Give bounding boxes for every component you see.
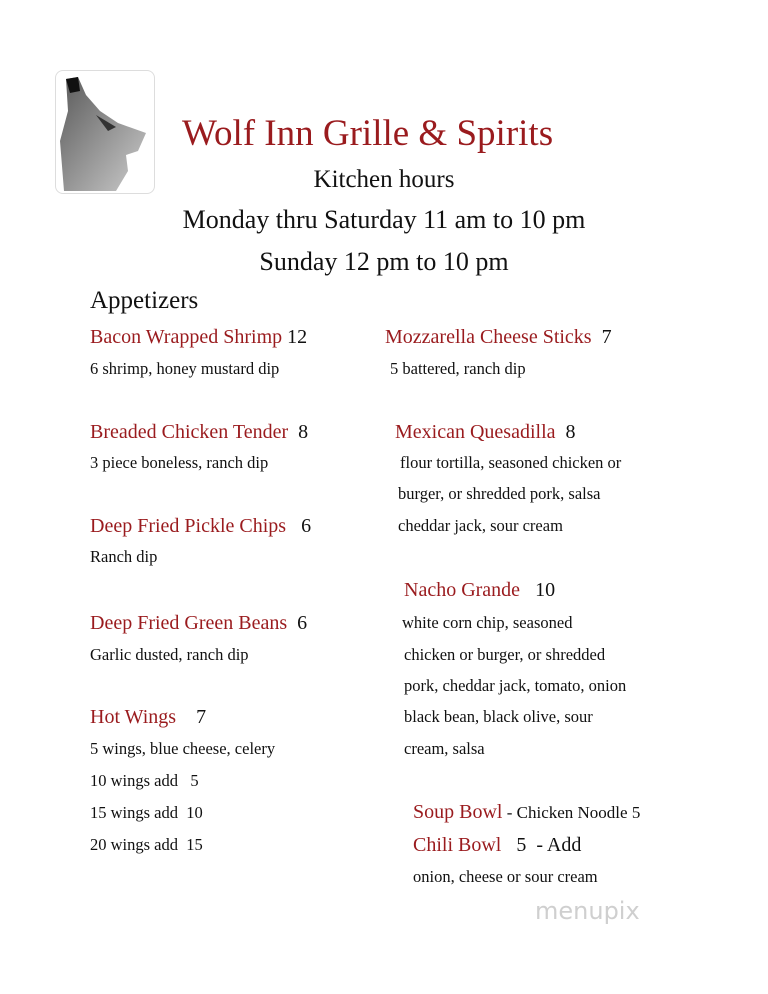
menu-item-left-3 [90,612,307,635]
item-name: Nacho Grande [404,579,521,601]
item-description: cream, salsa [404,739,485,758]
restaurant-title: Wolf Inn Grille & Spirits [182,113,554,154]
item-price: 7 [176,706,207,728]
item-name: Hot Wings [90,706,177,728]
item-name: Bacon Wrapped Shrimp [90,326,283,348]
section-heading: Appetizers [90,287,199,314]
item-price: 8 [555,421,576,443]
item-description: 15 wings add 10 [90,803,203,822]
item-price: 12 [282,326,308,348]
menu-item-left-2 [90,515,311,538]
item-description: flour tortilla, seasoned chicken or [400,453,622,472]
item-price: 10 [520,579,556,601]
item-price: 5 - Add [501,834,582,856]
item-description: white corn chip, seasoned [402,613,573,632]
menu-item-right-0 [385,326,612,349]
kitchen-hours-heading: Kitchen hours [313,166,455,193]
item-description: 3 piece boneless, ranch dip [90,453,269,472]
menu-item-right-2 [404,579,555,602]
item-description: 20 wings add 15 [90,835,203,854]
item-price: 6 [287,612,308,634]
item-description: chicken or burger, or shredded [404,645,606,664]
item-name: Mozzarella Cheese Sticks [385,326,592,348]
item-name: Chili Bowl [413,834,502,856]
item-name: Deep Fried Green Beans [90,612,288,634]
item-description: 5 battered, ranch dip [390,359,526,378]
item-name: Deep Fried Pickle Chips [90,515,287,537]
item-name: Breaded Chicken Tender [90,421,289,443]
item-name: Mexican Quesadilla [395,421,556,443]
menu-item-right-1 [395,421,576,444]
item-description: Ranch dip [90,547,158,566]
item-price: 8 [288,421,309,443]
item-description: burger, or shredded pork, salsa [398,484,601,503]
item-name: Soup Bowl [413,801,503,823]
menu-item-right-4 [413,834,581,857]
item-price: 6 [286,515,312,537]
watermark: menupix [535,897,640,925]
menu-item-left-1 [90,421,308,444]
item-description: 6 shrimp, honey mustard dip [90,359,280,378]
menu-item-left-4 [90,706,206,729]
item-description: cheddar jack, sour cream [398,516,563,535]
item-description: Garlic dusted, ranch dip [90,645,249,664]
item-description: 5 wings, blue cheese, celery [90,739,276,758]
sunday-hours: Sunday 12 pm to 10 pm [259,247,509,276]
weekday-hours: Monday thru Saturday 11 am to 10 pm [182,205,586,234]
item-price: 7 [591,326,612,348]
item-description: black bean, black olive, sour [404,707,593,726]
item-price: - Chicken Noodle 5 [502,803,641,822]
menu-item-left-0 [90,326,307,349]
menu-item-right-3 [413,801,640,824]
item-description: pork, cheddar jack, tomato, onion [404,676,627,695]
item-description: onion, cheese or sour cream [413,867,598,886]
item-description: 10 wings add 5 [90,771,199,790]
